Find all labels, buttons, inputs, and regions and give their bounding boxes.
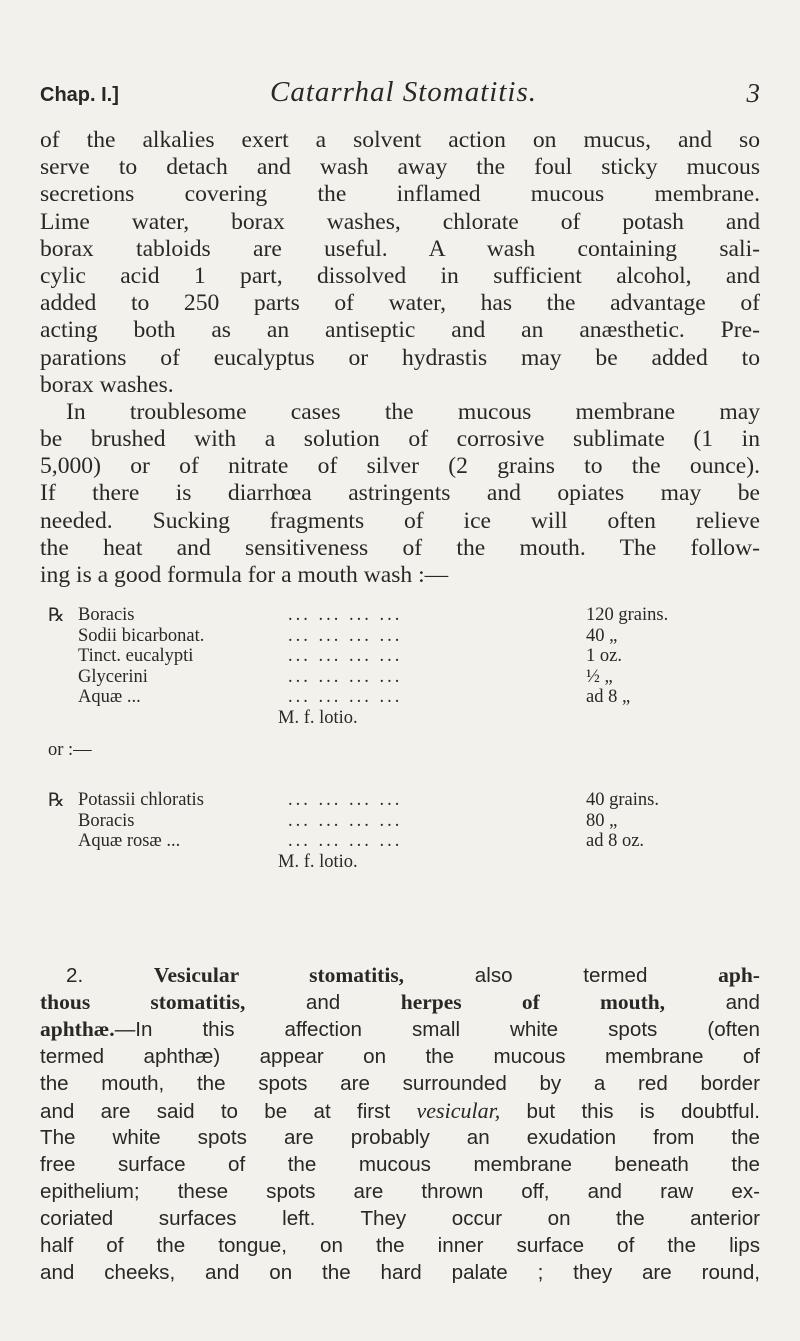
leader-dots: ... ... ... ... [288,790,403,810]
text-line: ing is a good formula for a mouth wash :— [40,562,449,588]
running-header [40,72,760,112]
text-line: borax washes. [40,371,174,398]
text-line: cylic acid 1 part, dissolved in sufficient alcohol, and [40,262,760,289]
prescription-row [48,667,760,688]
ingredient-name: Sodii bicarbonat. [78,625,205,646]
text-line: half of the tongue, on the inner surface of the lips [40,1234,760,1257]
text-line: parations of eucalyptus or hydrastis may be added to [40,344,760,371]
prescription-row [48,687,760,708]
chapter-label: Chap. I.] [40,84,119,106]
leader-dots: ... ... ... ... [288,831,403,852]
text-line: the heat and sensitiveness of the mouth. The follow- [40,534,760,561]
prescription-row [48,790,760,811]
text-line: borax tabloids are useful. A wash containing sali- [40,235,760,262]
text-span: but this is doubtful. [526,1100,760,1123]
ingredient-quantity: 120 grains. [586,605,669,625]
text-span: and [305,991,341,1014]
ingredient-quantity: 1 oz. [586,646,622,667]
leader-dots: ... ... ... ... [288,687,403,708]
text-line: the mouth, the spots are surrounded by a red border [40,1072,760,1095]
text-line: 5,000) or of nitrate of silver (2 grains to the ounce). [40,453,760,480]
leader-dots: ... ... ... ... [288,625,403,646]
running-title: Catarrhal Stomatitis. [270,76,538,108]
prescription-row [48,626,760,647]
term-aphthous: aph- [718,963,760,987]
ingredient-name: Tinct. eucalypti [78,646,194,667]
section-vesicular-stomatitis [40,962,760,1286]
ingredient-quantity: ad 8 „ [586,687,631,708]
text-line: added to 250 parts of water, has the advantage of [40,290,760,317]
ingredient-quantity: ½ „ [586,666,613,687]
ingredient-quantity: ad 8 oz. [586,831,645,852]
text-line: serve to detach and wash away the foul sticky mucous [40,154,760,181]
italic-term: vesicular, [416,1098,501,1123]
text-span: also termed [474,964,648,987]
section-heading: Vesicular stomatitis, [153,963,405,987]
page-number: 3 [746,78,760,108]
mix-instruction: M. f. lotio. [278,851,358,872]
text-line [40,962,760,989]
ingredient-quantity: 40 grains. [586,790,659,810]
leader-dots: ... ... ... ... [288,605,403,625]
text-span: and are said to be at first [40,1100,391,1123]
text-line: of the alkalies exert a solvent action on mucus, and so [40,127,760,153]
text-line: Lime water, borax washes, chlorate of potash and [40,208,760,235]
prescription-1 [48,605,760,729]
text-line: acting both as an antiseptic and an anæsthetic. Pre- [40,317,760,344]
prescription-2 [48,790,760,872]
ingredient-name: Glycerini [78,666,148,687]
ingredient-quantity: 40 „ [586,625,618,646]
text-line: epithelium; these spots are thrown off, and raw ex- [40,1180,760,1203]
text-span: —In this affection small white spots (often [114,1018,760,1041]
prescription-row [48,811,760,832]
text-line: coriated surfaces left. They occur on the anterior [40,1207,760,1230]
ingredient-name: Boracis [78,605,135,625]
text-line: If there is diarrhœa astringents and opiates may be [40,480,760,507]
ingredient-name: Aquæ rosæ ... [78,831,181,852]
prescription-row [48,831,760,852]
or-label: or :— [48,740,92,760]
text-line [40,1097,760,1124]
term-aphthae: aphthæ. [40,1017,115,1041]
text-line: be brushed with a solution of corrosive sublimate (1 in [40,426,760,453]
leader-dots: ... ... ... ... [288,646,403,667]
prescription-row [48,646,760,667]
ingredient-name: Potassii chloratis [78,790,204,810]
text-line: termed aphthæ) appear on the mucous membrane of [40,1045,760,1068]
text-line: The white spots are probably an exudation from the [40,1126,760,1149]
recipe-symbol: ℞ [48,791,65,811]
recipe-symbol: ℞ [48,606,65,626]
leader-dots: ... ... ... ... [288,810,403,831]
prescription-row [48,605,760,626]
mix-instruction: M. f. lotio. [278,707,358,728]
ingredient-name: Boracis [78,810,135,831]
text-line: In troublesome cases the mucous membrane may [66,398,760,425]
section-number: 2. [66,964,84,987]
term-aphthous-cont: thous stomatitis, [40,990,246,1014]
text-line: and cheeks, and on the hard palate ; they are round, [40,1261,760,1284]
leader-dots: ... ... ... ... [288,666,403,687]
text-line: free surface of the mucous membrane beneath the [40,1153,760,1176]
body-paragraphs [40,127,760,589]
ingredient-name: Aquæ ... [78,687,141,708]
text-line: secretions covering the inflamed mucous membrane. [40,181,760,208]
text-line [40,989,760,1016]
text-line [40,1016,760,1043]
term-herpes: herpes of mouth, [400,990,666,1014]
text-line: needed. Sucking fragments of ice will often relieve [40,507,760,534]
text-span: and [725,991,760,1014]
ingredient-quantity: 80 „ [586,810,618,831]
